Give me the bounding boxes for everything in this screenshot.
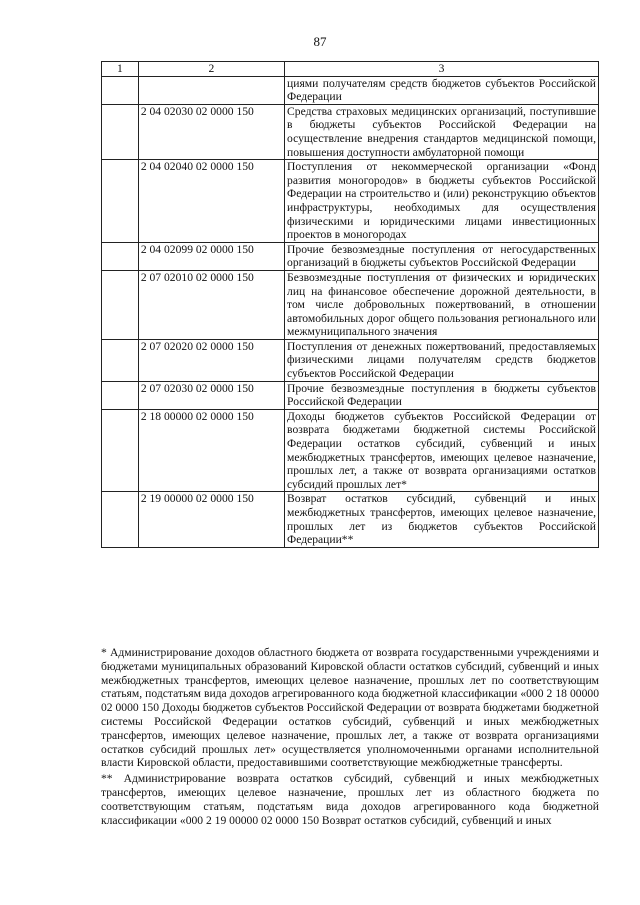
code-description: Поступления от денежных пожертвований, предоставляемых физическими лицами получателям средств бюджетов субъектов Российской Федерации: [285, 339, 599, 381]
budget-code: 2 04 02030 02 0000 150: [138, 104, 284, 159]
budget-code: 2 19 00000 02 0000 150: [138, 492, 284, 547]
table-row: [102, 339, 599, 381]
code-description: Прочие безвозмездные поступления в бюджеты субъектов Российской Федерации: [285, 381, 599, 409]
row-col1: [102, 160, 139, 243]
budget-code: 2 18 00000 02 0000 150: [138, 409, 284, 492]
budget-code: 2 04 02040 02 0000 150: [138, 160, 284, 243]
row-col1: [102, 409, 139, 492]
footnote-double-asterisk: ** Администрирование возврата остатков субсидий, субвенций и иных межбюджетных трансфертов, имеющих целевое назначение, прошлых лет из областного бюджета по соответствующим статьям, подстатьям вида доходов агрегированного кода бюджетной классификации «000 2 19 00000 02 0000 150 Возврат остатков субсидий, субвенций и иных: [101, 772, 599, 827]
code-description: Возврат остатков субсидий, субвенций и иных межбюджетных трансфертов, имеющих целевое назначение, прошлых лет из бюджетов субъектов Российской Федерации**: [285, 492, 599, 547]
table-row: [102, 104, 599, 159]
footnotes: [101, 646, 599, 827]
code-description: Прочие безвозмездные поступления от негосударственных организаций в бюджеты субъектов Российской Федерации: [285, 242, 599, 270]
code-description: Поступления от некоммерческой организации «Фонд развития моногородов» в бюджеты субъектов Российской Федерации на строительство и (или) реконструкцию объектов инфраструктуры, необходимых для осуществления физическими и юридическими лицами инвестиционных проектов в моногородах: [285, 160, 599, 243]
row-col1: [102, 104, 139, 159]
code-description: циями получателям средств бюджетов субъектов Российской Федерации: [285, 76, 599, 104]
page-number: 87: [313, 34, 327, 49]
row-col1: [102, 270, 139, 339]
footnote-single-asterisk: * Администрирование доходов областного бюджета от возврата государственными учреждениями и бюджетами муниципальных образований Кировской области остатков субсидий, субвенций и иных межбюджетных трансфертов, имеющих целевое назначение, прошлых лет по соответствующим статьям, подстатьям вида доходов агрегированного кода бюджетной классификации «000 2 18 00000 02 0000 150 Доходы бюджетов субъектов Российской Федерации от возврата бюджетами бюджетной системы Российской Федерации остатков субсидий, субвенций и иных межбюджетных трансфертов, имеющих целевое назначение, прошлых лет, а также от возврата организациями остатков субсидий прошлых лет» осуществляется уполномоченными органами исполнительной власти Кировской области, предоставившими соответствующие межбюджетные трансферты.: [101, 646, 599, 770]
row-col1: [102, 339, 139, 381]
code-description: Безвозмездные поступления от физических и юридических лиц на финансовое обеспечение дорожной деятельности, в том числе добровольных пожертвований, в отношении автомобильных дорог общего пользования регионального или межмуниципального значения: [285, 270, 599, 339]
budget-code: 2 07 02020 02 0000 150: [138, 339, 284, 381]
column-header-3: 3: [285, 62, 599, 77]
table-row: [102, 160, 599, 243]
table-row: [102, 381, 599, 409]
table-row: [102, 270, 599, 339]
table-header-row: [102, 62, 599, 77]
table-row: [102, 492, 599, 547]
row-col1: [102, 76, 139, 104]
column-header-2: 2: [138, 62, 284, 77]
code-description: Доходы бюджетов субъектов Российской Федерации от возврата бюджетами бюджетной системы Российской Федерации остатков субсидий, субвенций и иных межбюджетных трансфертов, имеющих целевое назначение, прошлых лет, а также от возврата организациями остатков субсидий прошлых лет*: [285, 409, 599, 492]
code-description: Средства страховых медицинских организаций, поступившие в бюджеты субъектов Российской Федерации на осуществление внедрения стандартов медицинской помощи, повышения доступности амбулаторной помощи: [285, 104, 599, 159]
row-col1: [102, 242, 139, 270]
row-col1: [102, 492, 139, 547]
table-row: [102, 409, 599, 492]
budget-code: 2 07 02030 02 0000 150: [138, 381, 284, 409]
column-header-1: 1: [102, 62, 139, 77]
budget-code: [138, 76, 284, 104]
revenue-codes-table: [101, 61, 599, 548]
budget-code: 2 07 02010 02 0000 150: [138, 270, 284, 339]
budget-code: 2 04 02099 02 0000 150: [138, 242, 284, 270]
table-row: [102, 76, 599, 104]
row-col1: [102, 381, 139, 409]
table-row: [102, 242, 599, 270]
